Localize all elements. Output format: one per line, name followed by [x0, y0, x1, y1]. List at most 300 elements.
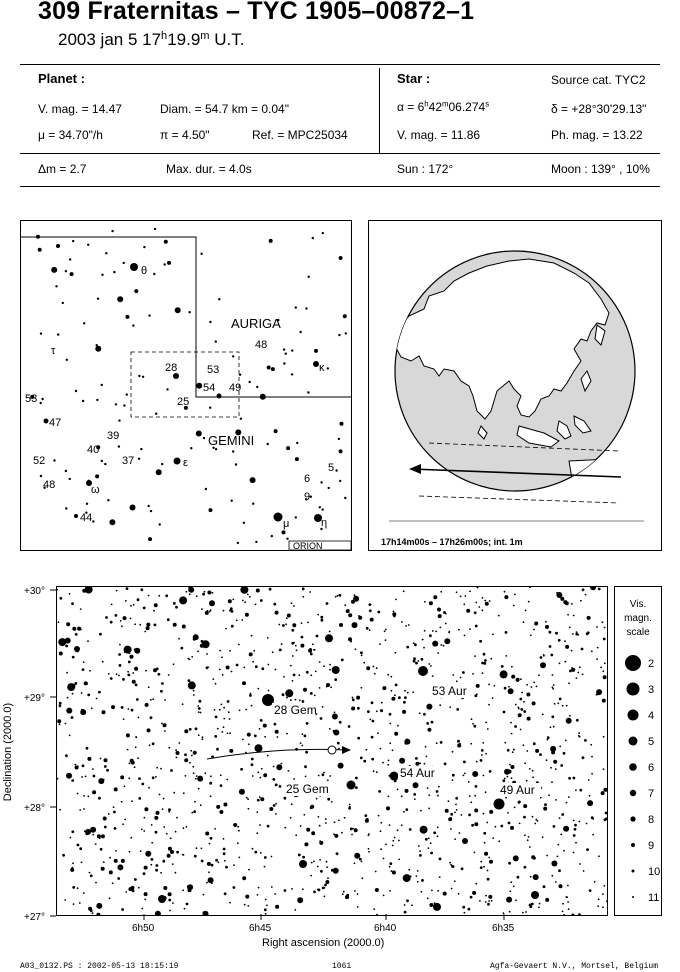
chart-star: [182, 703, 184, 705]
chart-star: [154, 624, 157, 627]
chart-star: [385, 843, 387, 845]
chart-star: [406, 646, 409, 649]
finder-star: [189, 311, 191, 313]
chart-star: [92, 834, 94, 836]
chart-star: [485, 895, 487, 897]
event-minute-unit: m: [200, 29, 210, 42]
chart-star: [370, 618, 374, 622]
chart-star: [210, 795, 212, 797]
chart-star: [300, 742, 302, 744]
globe-caption: 17h14m00s – 17h26m00s; int. 1m: [381, 537, 523, 547]
chart-star: [575, 842, 577, 844]
finder-star: [295, 457, 299, 461]
chart-star: [290, 665, 292, 667]
chart-star: [416, 875, 418, 877]
chart-star: [74, 764, 76, 766]
chart-star: [119, 644, 121, 646]
chart-star: [163, 723, 167, 727]
chart-star: [555, 768, 557, 770]
x-axis-label: Right ascension (2000.0): [262, 937, 385, 949]
finder-star: [215, 448, 217, 450]
chart-star: [390, 676, 392, 678]
chart-star: [144, 892, 148, 896]
chart-star: [136, 698, 139, 701]
chart-star: [544, 803, 547, 806]
chart-star: [518, 801, 521, 804]
chart-star: [493, 685, 495, 687]
chart-star: [479, 640, 482, 643]
chart-star: [504, 778, 506, 780]
chart-star: [257, 894, 259, 896]
finder-star: [274, 513, 283, 522]
finder-star: [138, 458, 140, 460]
chart-star: [408, 624, 410, 626]
chart-star: [287, 614, 291, 618]
chart-star: [180, 647, 183, 650]
chart-star: [591, 650, 593, 652]
chart-star: [211, 864, 214, 867]
chart-star: [140, 588, 143, 591]
chart-star: [353, 596, 359, 602]
chart-star: [576, 677, 578, 679]
chart-star: [603, 675, 607, 679]
chart-star: [514, 725, 517, 728]
chart-star: [472, 673, 474, 675]
chart-star: [482, 672, 484, 674]
finder-star: [299, 331, 301, 333]
chart-star: [509, 764, 511, 766]
chart-star: [72, 862, 74, 864]
chart-star: [251, 705, 253, 707]
chart-star: [248, 808, 250, 810]
chart-star: [573, 820, 575, 822]
chart-star: [439, 876, 441, 878]
chart-star: [100, 758, 102, 760]
chart-star: [160, 872, 162, 874]
finder-label: 53: [207, 364, 220, 376]
chart-star: [132, 680, 136, 684]
chart-star: [338, 748, 340, 750]
chart-star: [545, 898, 549, 902]
finder-star: [218, 298, 220, 300]
alpha-hour-unit: h: [424, 99, 429, 109]
chart-star: [329, 775, 331, 777]
chart-star: [134, 648, 140, 654]
chart-star: [572, 633, 574, 635]
chart-star: [413, 660, 416, 663]
chart-star: [104, 765, 107, 768]
chart-star: [404, 696, 407, 699]
finder-star: [96, 399, 98, 401]
finder-star: [174, 458, 181, 465]
finder-star: [140, 448, 142, 450]
chart-star: [408, 869, 410, 871]
chart-star: [286, 617, 288, 619]
chart-star: [380, 822, 382, 824]
chart-star: [158, 895, 166, 903]
legend-mag-label: 8: [648, 814, 655, 826]
chart-star: [170, 769, 173, 772]
planet-parallax: π = 4.50": [160, 128, 210, 142]
chart-star: [531, 903, 534, 906]
chart-star: [464, 635, 466, 637]
chart-star: [512, 751, 514, 753]
finder-star: [339, 256, 343, 260]
chart-star: [483, 866, 485, 868]
chart-star: [423, 713, 426, 716]
chart-star: [495, 826, 497, 828]
chart-star: [283, 676, 285, 678]
chart-star: [173, 602, 176, 605]
chart-star: [279, 785, 282, 788]
finder-star: [283, 362, 285, 364]
chart-star: [452, 751, 454, 753]
chart-star: [547, 736, 550, 739]
finder-star: [237, 542, 239, 544]
chart-star: [357, 737, 360, 740]
chart-star: [238, 644, 240, 646]
chart-star: [138, 887, 140, 889]
chart-star: [216, 805, 220, 809]
chart-star: [66, 672, 68, 674]
chart-star: [419, 854, 422, 857]
chart-star: [402, 710, 406, 714]
finder-label: 39: [107, 430, 120, 442]
chart-star: [389, 723, 391, 725]
chart-star: [432, 630, 434, 632]
chart-star: [371, 701, 374, 704]
chart-star: [336, 852, 339, 855]
chart-star: [268, 664, 270, 666]
chart-star: [113, 806, 115, 808]
chart-star: [449, 862, 451, 864]
chart-star: [59, 704, 62, 707]
chart-star: [113, 811, 116, 814]
chart-star: [223, 707, 225, 709]
chart-star: [604, 627, 606, 629]
chart-star: [90, 874, 93, 877]
chart-star: [202, 593, 205, 596]
chart-star: [546, 759, 548, 761]
chart-star: [376, 771, 378, 773]
chart-star: [474, 611, 477, 614]
finder-star: [286, 538, 288, 540]
chart-star: [222, 674, 224, 676]
finder-star: [83, 322, 85, 324]
chart-star: [259, 796, 261, 798]
chart-star: [188, 679, 191, 682]
chart-star: [203, 911, 206, 914]
chart-star: [65, 645, 68, 648]
chart-star: [183, 792, 185, 794]
chart-star: [502, 779, 505, 782]
chart-star: [229, 718, 231, 720]
chart-star: [532, 770, 534, 772]
chart-star: [427, 897, 429, 899]
chart-star: [321, 619, 324, 622]
chart-star: [245, 709, 247, 711]
chart-star: [196, 847, 198, 849]
chart-star: [514, 594, 516, 596]
chart-star: [533, 682, 535, 684]
chart-star: [389, 742, 391, 744]
chart-star: [419, 762, 421, 764]
chart-star: [586, 848, 589, 851]
chart-star: [602, 893, 604, 895]
legend-mag-label: 10: [648, 866, 661, 878]
chart-star: [77, 844, 80, 847]
chart-star: [281, 763, 283, 765]
chart-star: [99, 633, 102, 636]
chart-star: [485, 753, 487, 755]
chart-star: [182, 854, 184, 856]
chart-star: [398, 840, 400, 842]
finder-star: [232, 450, 234, 452]
chart-star: [95, 843, 97, 845]
finder-star: [231, 500, 233, 502]
chart-star: [233, 886, 236, 889]
chart-star: [146, 626, 150, 630]
chart-star: [354, 828, 358, 832]
chart-star: [341, 659, 344, 662]
chart-star: [273, 804, 276, 807]
chart-star: [229, 902, 231, 904]
chart-star: [523, 744, 525, 746]
chart-star: [138, 717, 140, 719]
chart-star: [559, 817, 561, 819]
chart-star: [529, 768, 531, 770]
chart-star: [191, 755, 193, 757]
chart-star: [524, 762, 526, 764]
chart-star: [424, 601, 426, 603]
x-tick-label: 6h50: [132, 923, 155, 934]
chart-star: [117, 877, 120, 880]
chart-star: [488, 857, 490, 859]
finder-label: 53: [25, 393, 38, 405]
legend-dot: [632, 896, 634, 898]
chart-star: [129, 762, 131, 764]
finder-label: 44: [80, 512, 93, 524]
finder-label: 49: [229, 382, 242, 394]
chart-star: [421, 658, 424, 661]
chart-star: [531, 891, 539, 899]
chart-star: [518, 713, 522, 717]
chart-star: [550, 726, 552, 728]
chart-star: [122, 678, 125, 681]
chart-star: [255, 604, 257, 606]
chart-star: [439, 704, 441, 706]
chart-star: [343, 891, 345, 893]
chart-star: [170, 850, 174, 854]
chart-star: [85, 682, 88, 685]
chart-star: [371, 758, 374, 761]
chart-star: [244, 601, 246, 603]
footer-credit: Agfa-Gevaert N.V., Mortsel, Belgium: [490, 962, 659, 971]
chart-star: [210, 837, 213, 840]
chart-star: [311, 831, 315, 835]
chart-star: [511, 675, 515, 679]
chart-star: [404, 904, 406, 906]
chart-star: [259, 824, 261, 826]
chart-star: [425, 838, 428, 841]
chart-star: [89, 872, 91, 874]
chart-star: [504, 687, 507, 690]
chart-star: [331, 801, 333, 803]
finder-star: [57, 333, 59, 335]
chart-star: [268, 690, 270, 692]
chart-star: [161, 682, 164, 685]
chart-star: [162, 808, 164, 810]
chart-star: [464, 912, 466, 914]
chart-star: [485, 722, 487, 724]
chart-star: [275, 669, 277, 671]
footer-file: A03_0132.PS : 2002-05-13 18:15:19: [20, 962, 179, 971]
finder-star: [65, 507, 67, 509]
chart-star: [242, 876, 246, 880]
chart-star: [391, 697, 395, 701]
chart-star: [96, 698, 98, 700]
chart-star: [204, 772, 206, 774]
chart-star: [389, 866, 391, 868]
chart-star: [366, 818, 369, 821]
chart-star: [255, 665, 258, 668]
finder-star: [291, 373, 293, 375]
alpha-minutes: 42: [428, 100, 442, 114]
chart-star: [302, 733, 304, 735]
chart-star: [437, 795, 439, 797]
legend-dot: [627, 683, 640, 696]
chart-star: [135, 684, 138, 687]
chart-star: [524, 834, 526, 836]
chart-star: [568, 682, 570, 684]
chart-star: [317, 614, 319, 616]
chart-star: [401, 621, 403, 623]
chart-star: [324, 887, 326, 889]
chart-star: [464, 595, 466, 597]
finder-star: [111, 230, 113, 232]
max-duration: Max. dur. = 4.0s: [166, 162, 252, 176]
chart-star: [565, 896, 567, 898]
finder-label: μ: [283, 518, 290, 530]
chart-star: [414, 643, 417, 646]
chart-star: [456, 680, 458, 682]
chart-star: [553, 726, 555, 728]
chart-star: [210, 775, 212, 777]
chart-star: [389, 862, 392, 865]
chart-star: [563, 600, 567, 604]
chart-star: [373, 666, 375, 668]
chart-star: [184, 908, 186, 910]
chart-star: [454, 880, 456, 882]
chart-star: [109, 870, 113, 874]
chart-star: [314, 649, 316, 651]
chart-star: [557, 844, 559, 846]
legend-dot: [628, 710, 639, 721]
chart-star: [264, 856, 267, 859]
chart-star: [461, 814, 463, 816]
finder-label: 48: [43, 479, 56, 491]
chart-star: [375, 888, 379, 892]
chart-star: [456, 591, 458, 593]
chart-star: [150, 864, 152, 866]
chart-star: [404, 690, 406, 692]
chart-star: [155, 831, 158, 834]
chart-star: [226, 666, 230, 670]
legend-mag-label: 4: [648, 710, 655, 722]
finder-star: [40, 475, 42, 477]
chart-star: [560, 597, 564, 601]
chart-star: [415, 757, 418, 760]
chart-star: [296, 649, 298, 651]
chart-star: [248, 743, 250, 745]
chart-star: [451, 888, 453, 890]
chart-star: [393, 615, 396, 618]
finder-star: [97, 298, 99, 300]
finder-star: [285, 353, 287, 355]
chart-star: [100, 848, 103, 851]
chart-star: [560, 834, 562, 836]
chart-star: [238, 857, 240, 859]
chart-star: [483, 832, 486, 835]
chart-star: [323, 665, 325, 667]
chart-star: [74, 628, 76, 630]
chart-star: [281, 643, 283, 645]
chart-star: [168, 899, 171, 902]
finder-star: [314, 349, 318, 353]
chart-star: [141, 783, 144, 786]
chart-star: [559, 746, 561, 748]
chart-star: [259, 728, 261, 730]
chart-star: [329, 631, 331, 633]
chart-star: [561, 813, 564, 816]
chart-star: [319, 661, 321, 663]
chart-star: [74, 646, 80, 652]
chart-star: [474, 852, 476, 854]
chart-star: [374, 673, 376, 675]
chart-star: [77, 627, 81, 631]
chart-star: [275, 611, 279, 615]
chart-star: [444, 763, 447, 766]
chart-star: [198, 711, 200, 713]
finder-star: [143, 246, 145, 248]
chart-star: [127, 749, 129, 751]
finder-star: [134, 289, 138, 293]
chart-star: [318, 816, 320, 818]
chart-star: [526, 684, 528, 686]
chart-star: [438, 786, 440, 788]
chart-star: [568, 908, 570, 910]
chart-star: [539, 753, 542, 756]
chart-star: [143, 830, 145, 832]
chart-star: [504, 591, 506, 593]
chart-star: [344, 604, 346, 606]
chart-star: [445, 613, 447, 615]
chart-star: [320, 616, 323, 619]
star-heading: Star :: [397, 71, 431, 86]
chart-star: [57, 589, 58, 591]
chart-star: [204, 591, 206, 593]
legend-mag-label: 5: [648, 736, 655, 748]
finder-star: [235, 463, 237, 465]
chart-star: [603, 638, 606, 641]
chart-star: [310, 875, 312, 877]
chart-star: [319, 841, 323, 845]
chart-star: [282, 624, 285, 627]
chart-star: [431, 721, 434, 724]
chart-star: [501, 665, 504, 668]
source-catalog: Source cat. TYC2: [551, 73, 646, 87]
chart-star: [327, 877, 329, 879]
